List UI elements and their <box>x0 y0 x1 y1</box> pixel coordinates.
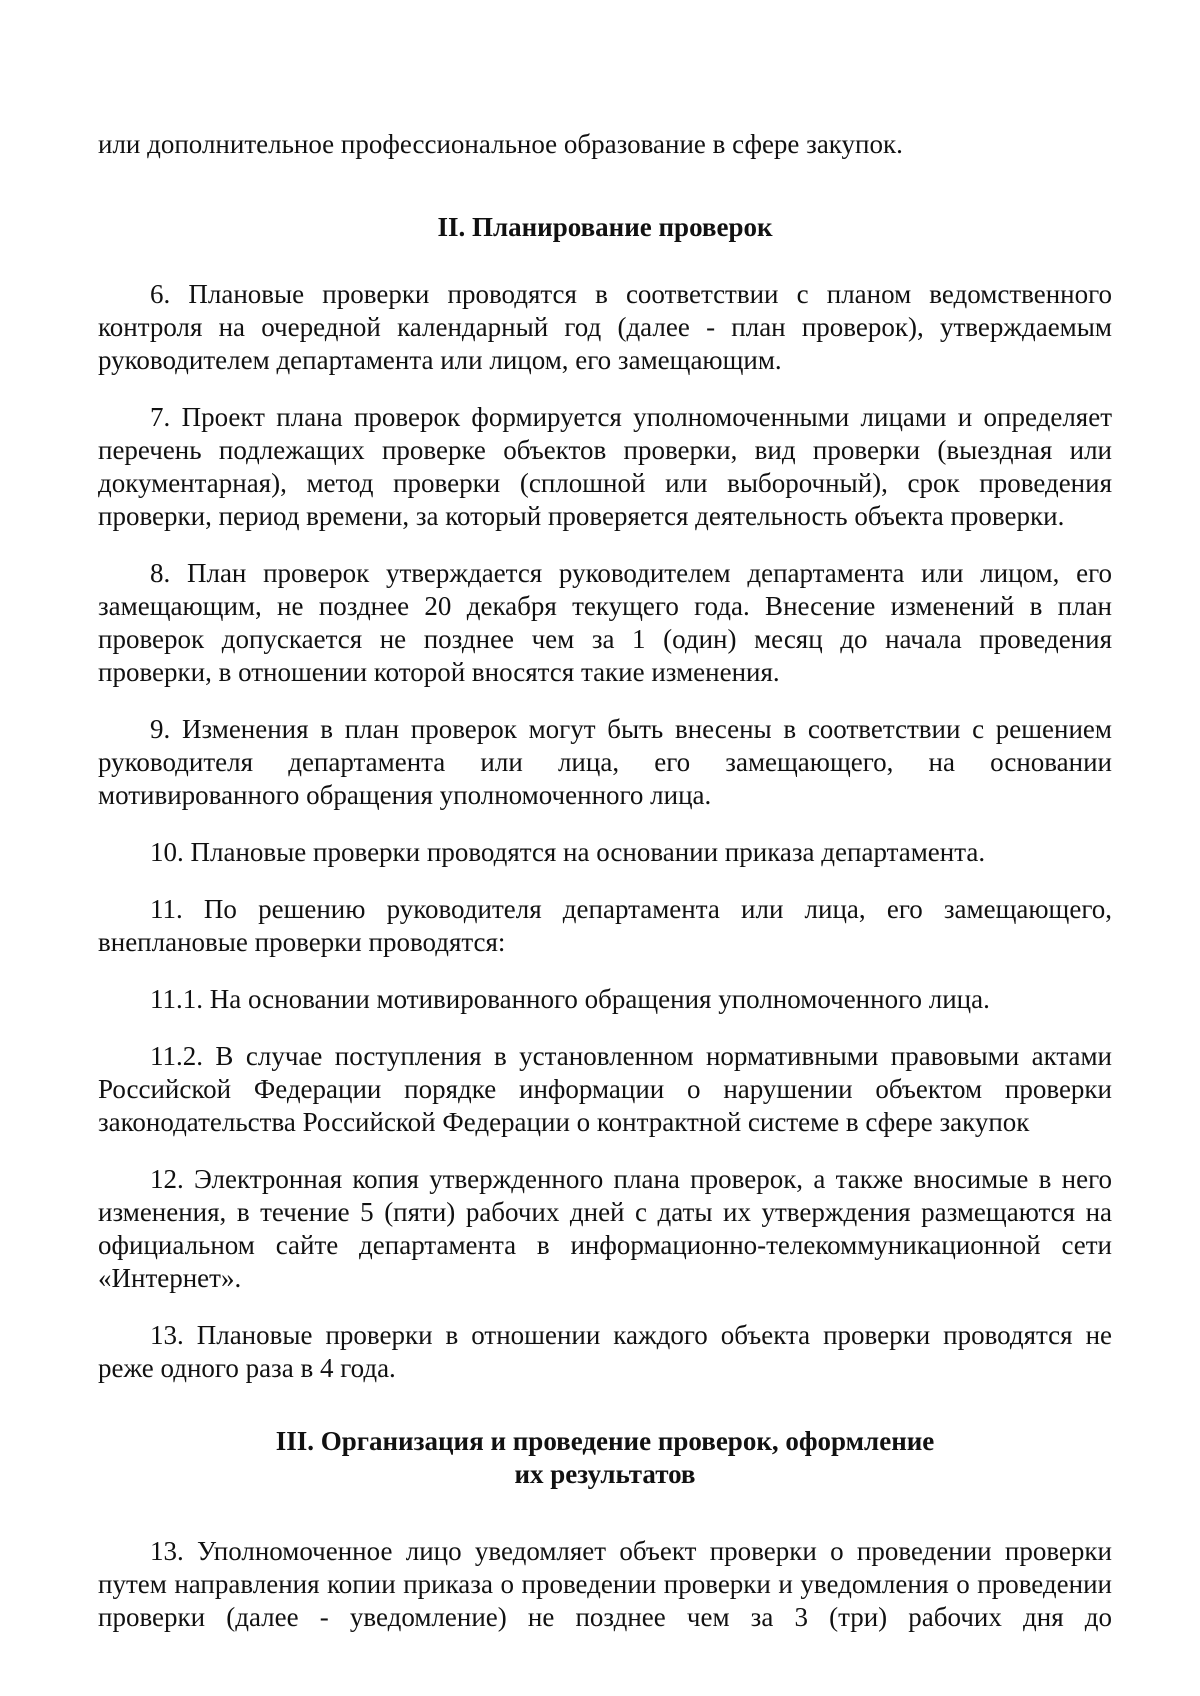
paragraph-6: 6. Плановые проверки проводятся в соответствии с планом ведомственного контроля на очередной календарный год (далее - план проверок), утверждаемым руководителем департамента или лицом, его замещающим. <box>98 279 1112 375</box>
section-3-title-line-1: III. Организация и проведение проверок, оформление <box>275 1426 935 1456</box>
continuation-text: или дополнительное профессиональное образование в сфере закупок. <box>98 129 903 159</box>
paragraph-8: 8. План проверок утверждается руководителем департамента или лицом, его замещающим, не позднее 20 декабря текущего года. Внесение изменений в план проверок допускается не позднее чем за 1 (один) месяц до начала проведения проверки, в отношении которой вносятся такие изменения. <box>98 558 1112 687</box>
paragraph-13-notice: 13. Уполномоченное лицо уведомляет объект проверки о проведении проверки путем направления копии приказа о проведении проверки и уведомления о проведении проверки (далее - уведомление) не позднее чем за 3 (три) рабочих дня до <box>98 1536 1112 1632</box>
paragraph-10: 10. Плановые проверки проводятся на основании приказа департамента. <box>150 837 986 867</box>
paragraph-11-1: 11.1. На основании мотивированного обращения уполномоченного лица. <box>150 984 990 1014</box>
paragraph-9: 9. Изменения в план проверок могут быть внесены в соответствии с решением руководителя департамента или лица, его замещающего, на основании мотивированного обращения уполномоченного лица. <box>98 714 1112 810</box>
paragraph-7: 7. Проект плана проверок формируется уполномоченными лицами и определяет перечень подлежащих проверке объектов проверки, вид проверки (выездная или документарная), метод проверки (сплошной или выборочный), срок проведения проверки, период времени, за который проверяется деятельность объекта проверки. <box>98 402 1112 531</box>
section-3-title <box>98 1425 1112 1491</box>
paragraph-11-2: 11.2. В случае поступления в установленном нормативными правовыми актами Российской Федерации порядке информации о нарушении объектом проверки законодательства Российской Федерации о контрактной системе в сфере закупок <box>98 1041 1112 1137</box>
paragraph-12: 12. Электронная копия утвержденного плана проверок, а также вносимые в него изменения, в течение 5 (пяти) рабочих дней с даты их утверждения размещаются на официальном сайте департамента в информационно-телекоммуникационной сети «Интернет». <box>98 1164 1112 1293</box>
paragraph-13: 13. Плановые проверки в отношении каждого объекта проверки проводятся не реже одного раза в 4 года. <box>98 1320 1112 1383</box>
section-3-title-line-2: их результатов <box>514 1459 696 1489</box>
section-2-title: II. Планирование проверок <box>437 212 773 242</box>
paragraph-11: 11. По решению руководителя департамента или лица, его замещающего, внеплановые проверки проводятся: <box>98 894 1112 957</box>
